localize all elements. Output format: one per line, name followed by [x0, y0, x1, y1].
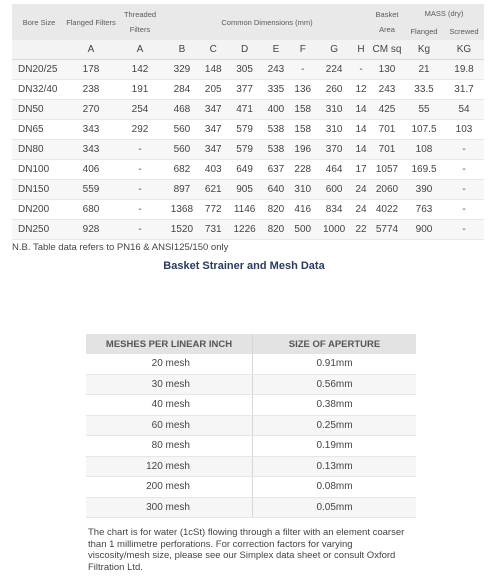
bore-size-cell: DN32/40	[12, 80, 66, 100]
table-cell: 2060	[370, 180, 404, 200]
table-cell: 560	[164, 120, 200, 140]
table-cell: 228	[289, 160, 316, 180]
table-row	[12, 120, 484, 140]
unit-cell: Kg	[404, 40, 444, 60]
table-cell: 820	[262, 200, 289, 220]
unit-cell: E	[262, 40, 289, 60]
table-cell: 284	[164, 80, 200, 100]
bore-size-cell: DN250	[12, 220, 66, 240]
table-cell: 136	[289, 80, 316, 100]
bore-size-cell: DN65	[12, 120, 66, 140]
mesh-row	[86, 436, 416, 457]
table-cell: 55	[404, 100, 444, 120]
mesh-row	[86, 354, 416, 374]
table-note: N.B. Table data refers to PN16 & ANSI125/150 only	[12, 242, 229, 253]
table-cell: 1520	[164, 220, 200, 240]
table-cell: 107.5	[404, 120, 444, 140]
table-cell: 772	[200, 200, 227, 220]
table-row	[12, 60, 484, 80]
header-common-dimensions: Common Dimensions (mm)	[164, 4, 370, 40]
mesh-row	[86, 456, 416, 477]
mesh-row	[86, 497, 416, 518]
table-cell: -	[116, 140, 164, 160]
table-cell: 900	[404, 220, 444, 240]
table-cell: -	[289, 60, 316, 80]
table-cell: 600	[316, 180, 352, 200]
table-cell: 305	[227, 60, 263, 80]
table-cell: 1146	[227, 200, 263, 220]
table-cell: 538	[262, 140, 289, 160]
table-row	[12, 200, 484, 220]
unit-cell: A	[116, 40, 164, 60]
table-cell: 14	[352, 120, 370, 140]
table-cell: 14	[352, 140, 370, 160]
table-cell: -	[444, 200, 484, 220]
dimensions-table-body	[12, 60, 484, 240]
table-cell: 243	[262, 60, 289, 80]
unit-cell: C	[200, 40, 227, 60]
table-cell: 196	[289, 140, 316, 160]
table-cell: -	[116, 180, 164, 200]
table-cell: 5774	[370, 220, 404, 240]
header-flanged-filters: Flanged Filters	[66, 4, 116, 40]
table-cell: 400	[262, 100, 289, 120]
table-row	[12, 140, 484, 160]
header-aperture-size: SIZE OF APERTURE	[253, 334, 417, 354]
units-row	[12, 40, 484, 60]
table-cell: 224	[316, 60, 352, 80]
unit-cell: F	[289, 40, 316, 60]
table-cell: 260	[316, 80, 352, 100]
table-cell: 347	[200, 140, 227, 160]
table-cell: 292	[116, 120, 164, 140]
table-cell: 701	[370, 140, 404, 160]
table-cell: 649	[227, 160, 263, 180]
table-row	[12, 160, 484, 180]
footnote: The chart is for water (1cSt) flowing through a filter with an element coarser than 1 millimetre perforations. For correction factors for varying viscosity/mesh size, please see our Simplex data sheet or consult Oxford Filtration Ltd.	[88, 527, 405, 573]
table-cell: 406	[66, 160, 116, 180]
table-cell: -	[116, 220, 164, 240]
table-cell: 621	[200, 180, 227, 200]
table-cell: 24	[352, 200, 370, 220]
table-cell: -	[444, 220, 484, 240]
table-row	[12, 100, 484, 120]
unit-cell: H	[352, 40, 370, 60]
aperture-cell: 0.05mm	[253, 497, 417, 518]
table-cell: 559	[66, 180, 116, 200]
bore-size-cell: DN150	[12, 180, 66, 200]
mesh-row	[86, 374, 416, 395]
table-cell: 142	[116, 60, 164, 80]
aperture-cell: 0.38mm	[253, 395, 417, 416]
table-cell: 464	[316, 160, 352, 180]
aperture-cell: 0.13mm	[253, 456, 417, 477]
table-cell: 343	[66, 120, 116, 140]
header-mass-dry: MASS (dry)	[404, 4, 484, 22]
table-cell: 640	[262, 180, 289, 200]
table-cell: -	[444, 140, 484, 160]
table-row	[12, 180, 484, 200]
header-mass-flanged: Flanged	[404, 22, 444, 40]
table-cell: 425	[370, 100, 404, 120]
table-cell: 897	[164, 180, 200, 200]
table-cell: 31.7	[444, 80, 484, 100]
table-cell: 169.5	[404, 160, 444, 180]
table-cell: 377	[227, 80, 263, 100]
unit-cell: CM sq	[370, 40, 404, 60]
table-cell: 270	[66, 100, 116, 120]
table-cell: 24	[352, 180, 370, 200]
mesh-row	[86, 415, 416, 436]
bore-size-cell: DN20/25	[12, 60, 66, 80]
aperture-cell: 0.08mm	[253, 477, 417, 498]
header-basket-area: Basket Area	[370, 4, 404, 40]
table-cell: 538	[262, 120, 289, 140]
mesh-count-cell: 60 mesh	[86, 415, 253, 436]
table-cell: 310	[316, 100, 352, 120]
unit-cell: KG	[444, 40, 484, 60]
table-cell: 905	[227, 180, 263, 200]
mesh-table	[86, 334, 416, 518]
unit-cell	[12, 40, 66, 60]
table-cell: 731	[200, 220, 227, 240]
table-cell: 148	[200, 60, 227, 80]
mesh-count-cell: 200 mesh	[86, 477, 253, 498]
table-cell: 130	[370, 60, 404, 80]
aperture-cell: 0.19mm	[253, 436, 417, 457]
table-cell: 468	[164, 100, 200, 120]
table-cell: 579	[227, 120, 263, 140]
table-row	[12, 80, 484, 100]
table-cell: 1368	[164, 200, 200, 220]
table-cell: -	[116, 200, 164, 220]
table-cell: 335	[262, 80, 289, 100]
table-cell: 310	[316, 120, 352, 140]
mesh-table-body	[86, 354, 416, 518]
table-cell: 370	[316, 140, 352, 160]
table-row	[12, 220, 484, 240]
table-cell: 343	[66, 140, 116, 160]
mesh-count-cell: 120 mesh	[86, 456, 253, 477]
unit-cell: D	[227, 40, 263, 60]
table-cell: 178	[66, 60, 116, 80]
bore-size-cell: DN100	[12, 160, 66, 180]
mesh-count-cell: 80 mesh	[86, 436, 253, 457]
table-cell: 310	[289, 180, 316, 200]
header-meshes-per-inch: MESHES PER LINEAR INCH	[86, 334, 253, 354]
mesh-count-cell: 30 mesh	[86, 374, 253, 395]
unit-cell: A	[66, 40, 116, 60]
unit-cell: G	[316, 40, 352, 60]
bore-size-cell: DN80	[12, 140, 66, 160]
table-cell: 14	[352, 100, 370, 120]
table-cell: -	[352, 60, 370, 80]
table-cell: 928	[66, 220, 116, 240]
table-cell: 637	[262, 160, 289, 180]
aperture-cell: 0.91mm	[253, 354, 417, 374]
mesh-count-cell: 300 mesh	[86, 497, 253, 518]
table-cell: 1057	[370, 160, 404, 180]
table-cell: 19.8	[444, 60, 484, 80]
unit-cell: B	[164, 40, 200, 60]
table-cell: 471	[227, 100, 263, 120]
table-cell: 820	[262, 220, 289, 240]
table-cell: 21	[404, 60, 444, 80]
table-cell: 158	[289, 120, 316, 140]
mesh-row	[86, 395, 416, 416]
table-cell: 701	[370, 120, 404, 140]
table-cell: 33.5	[404, 80, 444, 100]
table-cell: 1226	[227, 220, 263, 240]
table-cell: -	[444, 160, 484, 180]
table-cell: 682	[164, 160, 200, 180]
table-cell: 4022	[370, 200, 404, 220]
table-cell: 834	[316, 200, 352, 220]
table-cell: 254	[116, 100, 164, 120]
table-cell: 579	[227, 140, 263, 160]
aperture-cell: 0.25mm	[253, 415, 417, 436]
table-cell: 1000	[316, 220, 352, 240]
aperture-cell: 0.56mm	[253, 374, 417, 395]
header-threaded-filters: Threaded Filters	[116, 4, 164, 40]
table-cell: 205	[200, 80, 227, 100]
mesh-section-title: Basket Strainer and Mesh Data	[163, 260, 325, 272]
bore-size-cell: DN200	[12, 200, 66, 220]
table-cell: 416	[289, 200, 316, 220]
table-cell: 54	[444, 100, 484, 120]
table-cell: -	[444, 180, 484, 200]
mesh-row	[86, 477, 416, 498]
table-cell: 347	[200, 120, 227, 140]
table-cell: 12	[352, 80, 370, 100]
header-mass-screwed: Screwed	[444, 22, 484, 40]
table-cell: 17	[352, 160, 370, 180]
table-cell: 763	[404, 200, 444, 220]
table-cell: 347	[200, 100, 227, 120]
table-cell: -	[116, 160, 164, 180]
table-cell: 108	[404, 140, 444, 160]
table-cell: 403	[200, 160, 227, 180]
table-cell: 103	[444, 120, 484, 140]
mesh-count-cell: 20 mesh	[86, 354, 253, 374]
table-cell: 191	[116, 80, 164, 100]
table-cell: 329	[164, 60, 200, 80]
table-cell: 238	[66, 80, 116, 100]
table-cell: 243	[370, 80, 404, 100]
header-bore-size: Bore Size	[12, 4, 66, 40]
table-cell: 158	[289, 100, 316, 120]
table-cell: 22	[352, 220, 370, 240]
bore-size-cell: DN50	[12, 100, 66, 120]
mesh-count-cell: 40 mesh	[86, 395, 253, 416]
table-cell: 680	[66, 200, 116, 220]
table-cell: 500	[289, 220, 316, 240]
table-cell: 560	[164, 140, 200, 160]
dimensions-table	[12, 4, 484, 240]
table-cell: 390	[404, 180, 444, 200]
